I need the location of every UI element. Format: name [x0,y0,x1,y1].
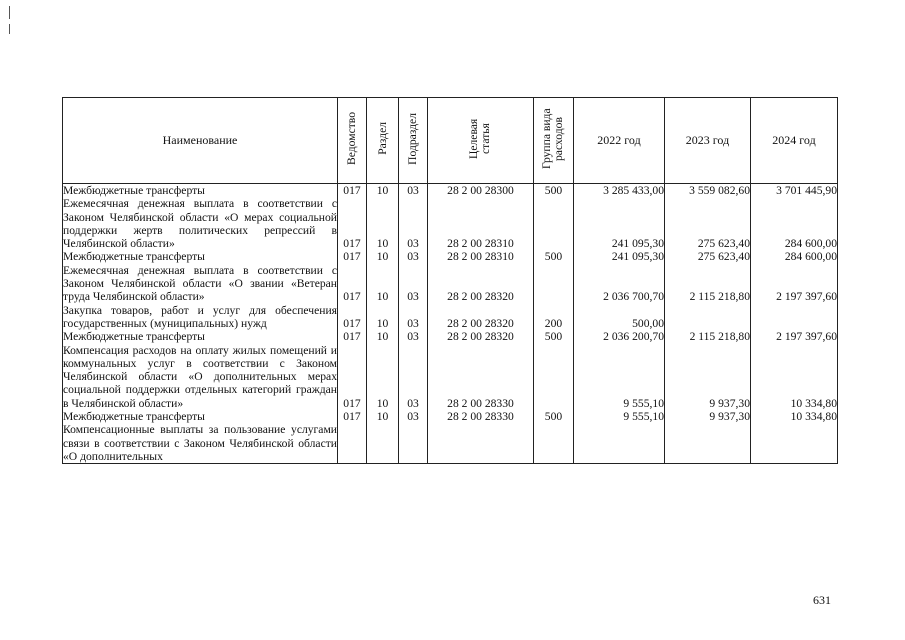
row-2024-value: 10 334,80 [751,344,838,410]
budget-table [62,97,838,464]
row-name-cell: Межбюджетные трансферты [63,410,338,423]
header-vedomstvo: Ведомство [338,98,367,184]
table-row [63,250,838,263]
row-2023-value: 275 623,40 [665,197,751,250]
page-number: 631 [813,593,831,607]
scan-edge-mark [9,24,10,34]
row-celevaya-cell: 28 2 00 28310 [428,250,534,263]
row-2022-value: 500,00 [574,304,665,331]
row-razdel-cell: 10 [367,410,399,423]
row-podrazdel-cell: 03 [399,304,428,331]
row-2022-value: 9 555,10 [574,344,665,410]
row-2024-value: 284 600,00 [751,250,838,263]
row-2023-value: 2 115 218,80 [665,264,751,304]
header-year-2022: 2022 год [574,98,665,184]
row-2024-value [751,304,838,331]
table-body [63,184,838,464]
row-celevaya-cell: 28 2 00 28330 [428,344,534,410]
row-2024-value [751,423,838,463]
row-razdel-cell: 10 [367,344,399,410]
header-podrazdel: Подраздел [399,98,428,184]
row-podrazdel-cell: 03 [399,197,428,250]
row-2022-value: 2 036 700,70 [574,264,665,304]
row-vedomstvo-cell: 017 [338,410,367,423]
row-name-cell: Межбюджетные трансферты [63,330,338,343]
row-2024-value: 3 701 445,90 [751,184,838,198]
scan-edge-mark [9,6,10,19]
row-celevaya-cell: 28 2 00 28300 [428,184,534,198]
row-podrazdel-cell: 03 [399,264,428,304]
table-row [63,184,838,198]
row-podrazdel-cell: 03 [399,184,428,198]
row-podrazdel-cell: 03 [399,250,428,263]
row-2023-value: 275 623,40 [665,250,751,263]
row-2024-value: 2 197 397,60 [751,264,838,304]
row-2024-value: 2 197 397,60 [751,330,838,343]
table-row [63,304,838,331]
header-celevaya-statya: Целевая статья [428,98,534,184]
row-2023-value [665,423,751,463]
row-vedomstvo-cell [338,423,367,463]
row-vedomstvo-cell: 017 [338,344,367,410]
row-vedomstvo-cell: 017 [338,264,367,304]
row-razdel-cell: 10 [367,264,399,304]
row-2022-value: 3 285 433,00 [574,184,665,198]
row-2022-value [574,423,665,463]
table-row [63,197,838,250]
row-celevaya-cell: 28 2 00 28320 [428,304,534,331]
row-2022-value: 241 095,30 [574,197,665,250]
table-row [63,330,838,343]
row-razdel-cell: 10 [367,250,399,263]
row-podrazdel-cell: 03 [399,410,428,423]
row-vedomstvo-cell: 017 [338,304,367,331]
row-gruppa-cell: 200 [534,304,574,331]
row-celevaya-cell: 28 2 00 28330 [428,410,534,423]
row-2022-value: 241 095,30 [574,250,665,263]
row-gruppa-cell: 500 [534,330,574,343]
header-razdel: Раздел [367,98,399,184]
header-gruppa-rashodov: Группа вида расходов [534,98,574,184]
row-2023-value: 2 115 218,80 [665,330,751,343]
row-razdel-cell: 10 [367,184,399,198]
row-2023-value: 9 937,30 [665,410,751,423]
row-2024-value: 10 334,80 [751,410,838,423]
row-name-cell: Ежемесячная денежная выплата в соответствии с Законом Челябинской области «О звании «Ветеран труда Челябинской области» [63,263,337,304]
row-razdel-cell: 10 [367,304,399,331]
row-razdel-cell [367,423,399,463]
row-2022-value: 2 036 200,70 [574,330,665,343]
row-vedomstvo-cell: 017 [338,250,367,263]
row-celevaya-cell: 28 2 00 28320 [428,330,534,343]
table-row [63,423,838,463]
row-gruppa-cell [534,423,574,463]
row-2024-value: 284 600,00 [751,197,838,250]
row-podrazdel-cell: 03 [399,344,428,410]
table-row [63,344,838,410]
row-name-cell: Межбюджетные трансферты [63,250,338,263]
row-name-cell: Ежемесячная денежная выплата в соответствии с Законом Челябинской области «О мерах социальной поддержки жертв политических репрессий в Челябинской области» [63,197,337,251]
row-gruppa-cell: 500 [534,184,574,198]
row-celevaya-cell: 28 2 00 28320 [428,264,534,304]
row-razdel-cell: 10 [367,197,399,250]
row-gruppa-cell: 500 [534,410,574,423]
table-row [63,264,838,304]
row-gruppa-cell [534,197,574,250]
row-name-cell: Закупка товаров, работ и услуг для обеспечения государственных (муниципальных) нужд [63,303,337,330]
row-2023-value: 3 559 082,60 [665,184,751,198]
header-year-2023: 2023 год [665,98,751,184]
row-name-cell: Компенсация расходов на оплату жилых помещений и коммунальных услуг в соответствии с Законом Челябинской области «О дополнительных мерах социальной поддержки отдельных категорий граждан в Челябинской области» [63,343,337,410]
row-vedomstvo-cell: 017 [338,330,367,343]
row-celevaya-cell: 28 2 00 28310 [428,197,534,250]
row-podrazdel-cell [399,423,428,463]
row-gruppa-cell [534,264,574,304]
row-vedomstvo-cell: 017 [338,197,367,250]
row-vedomstvo-cell: 017 [338,184,367,198]
row-razdel-cell: 10 [367,330,399,343]
row-2023-value: 9 937,30 [665,344,751,410]
table-header-row [63,98,838,184]
row-gruppa-cell [534,344,574,410]
table-row [63,410,838,423]
row-name-cell: Межбюджетные трансферты [63,184,338,198]
header-name: Наименование [63,98,338,184]
row-2022-value: 9 555,10 [574,410,665,423]
row-celevaya-cell [428,423,534,463]
row-podrazdel-cell: 03 [399,330,428,343]
row-gruppa-cell: 500 [534,250,574,263]
row-name-cell: Компенсационные выплаты за пользование услугами связи в соответствии с Законом Челябинской области «О дополнительных [63,423,337,463]
header-year-2024: 2024 год [751,98,838,184]
row-2023-value [665,304,751,331]
